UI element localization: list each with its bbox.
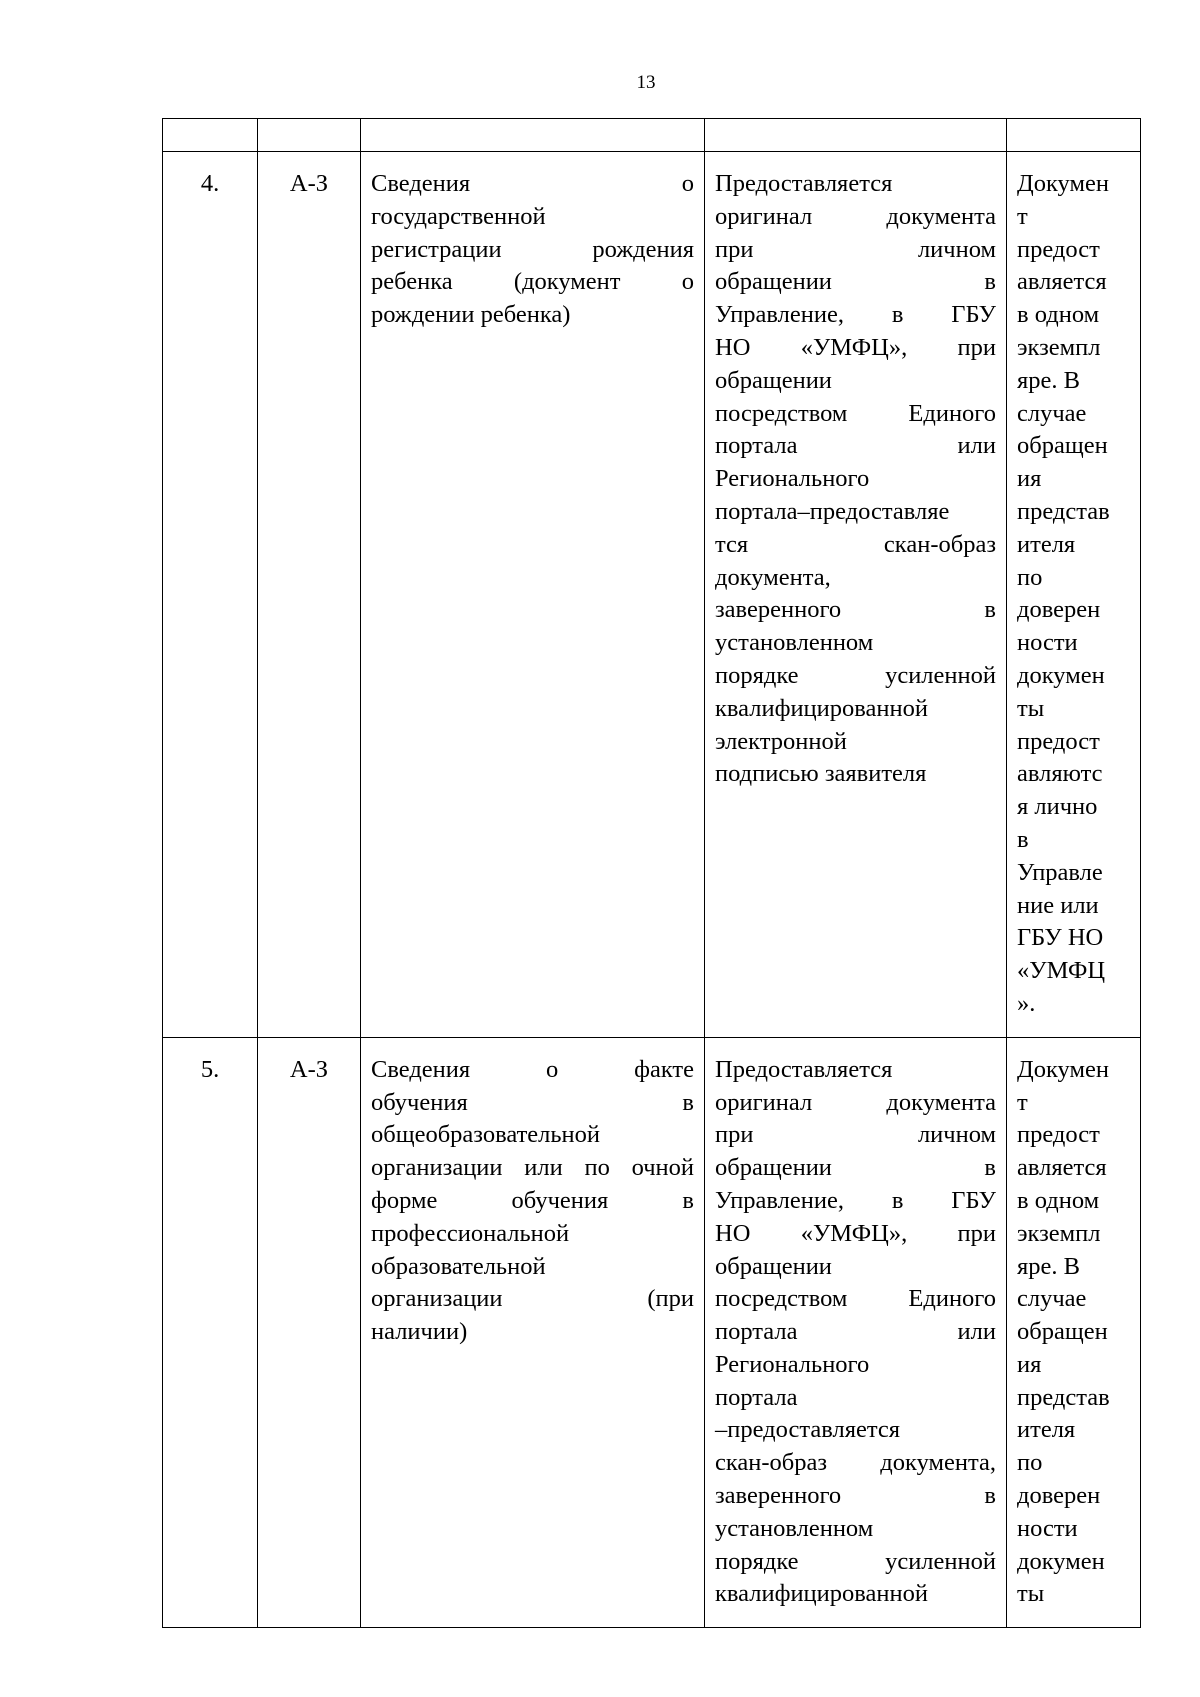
text-line: подписью заявителя <box>715 760 927 788</box>
text-line: докумен <box>1017 1547 1105 1575</box>
text-line: оригинал документа <box>715 202 996 230</box>
text-line: ты <box>1017 694 1045 722</box>
text-line: случае <box>1017 399 1087 427</box>
text-line: заверенного в <box>715 1482 996 1510</box>
text-line: т <box>1017 1088 1028 1116</box>
text-line: «УМФЦ <box>1017 957 1106 985</box>
text-line: Сведения о факте <box>371 1055 694 1083</box>
text-line: ия <box>1017 1350 1042 1378</box>
table-header-row <box>163 119 1141 152</box>
text-line: ние или <box>1017 891 1099 919</box>
text-line: портала или <box>715 1318 996 1346</box>
text-line: Регионального <box>715 465 870 493</box>
text-line: при личном <box>715 1121 996 1149</box>
row-number: 5. <box>163 1037 258 1628</box>
text-line: НО «УМФЦ», при <box>715 1219 996 1247</box>
submission-method <box>705 1037 1007 1628</box>
row-number: 4. <box>163 152 258 1038</box>
text-line: портала <box>715 1383 798 1411</box>
text-line: ителя <box>1017 530 1076 558</box>
header-cell <box>258 119 361 152</box>
text-line: профессиональной <box>371 1219 570 1247</box>
text-line: ты <box>1017 1580 1045 1608</box>
text-line: по <box>1017 563 1043 591</box>
header-cell <box>361 119 705 152</box>
text-line: ителя <box>1017 1416 1076 1444</box>
text-line: посредством Единого <box>715 399 996 427</box>
text-line: обращен <box>1017 432 1108 460</box>
text-line: обращении в <box>715 1154 996 1182</box>
text-line: квалифицированной <box>715 1580 928 1608</box>
text-line: ности <box>1017 1514 1078 1542</box>
text-line: Предоставляется <box>715 170 893 197</box>
text-line: квалифицированной <box>715 694 928 722</box>
text-line: Управление, в ГБУ <box>715 301 996 329</box>
text-line: посредством Единого <box>715 1285 996 1313</box>
text-line: Докумен <box>1017 170 1109 197</box>
text-line: порядке усиленной <box>715 661 996 689</box>
text-line: ». <box>1017 989 1036 1017</box>
text-line: портала или <box>715 432 996 460</box>
text-line: порядке усиленной <box>715 1547 996 1575</box>
text-line: наличии) <box>371 1318 468 1346</box>
text-line: государственной <box>371 202 546 230</box>
text-line: обращен <box>1017 1318 1108 1346</box>
text-line: я лично <box>1017 793 1098 821</box>
text-line: предост <box>1017 727 1100 755</box>
submission-note <box>1007 1037 1141 1628</box>
text-line: рождении ребенка) <box>371 301 571 329</box>
table-row <box>163 1037 1141 1628</box>
header-cell <box>705 119 1007 152</box>
text-line: предост <box>1017 235 1100 263</box>
text-line: –предоставляется <box>715 1416 901 1444</box>
text-line: документа, <box>715 563 831 591</box>
text-line: установленном <box>715 1514 874 1542</box>
text-line: яре. В <box>1017 1252 1080 1280</box>
text-line: тся скан-образ <box>715 530 996 558</box>
text-line: в одном <box>1017 301 1100 329</box>
text-line: оригинал документа <box>715 1088 996 1116</box>
text-line: Сведения о <box>371 170 694 197</box>
text-line: ности <box>1017 629 1078 657</box>
text-line: предост <box>1017 1121 1100 1149</box>
text-line: обращении <box>715 366 832 394</box>
text-line: по <box>1017 1449 1043 1477</box>
text-line: экземпл <box>1017 1219 1101 1247</box>
text-line: Предоставляется <box>715 1055 893 1083</box>
text-line: Докумен <box>1017 1055 1109 1083</box>
text-line: обучения в <box>371 1088 694 1116</box>
text-line: образовательной <box>371 1252 546 1280</box>
text-line: доверен <box>1017 596 1101 624</box>
text-line: обращении в <box>715 268 996 296</box>
text-line: НО «УМФЦ», при <box>715 333 996 361</box>
text-line: ия <box>1017 465 1042 493</box>
page-number: 13 <box>636 72 656 93</box>
text-line: форме обучения в <box>371 1186 694 1214</box>
header-cell <box>163 119 258 152</box>
text-line: установленном <box>715 629 874 657</box>
text-line: представ <box>1017 497 1110 525</box>
text-line: при личном <box>715 235 996 263</box>
text-line: ГБУ НО <box>1017 924 1104 952</box>
text-line: Регионального <box>715 1350 870 1378</box>
row-code: А-З <box>258 1037 361 1628</box>
text-line: портала–предоставляе <box>715 497 950 525</box>
text-line: общеобразовательной <box>371 1121 601 1149</box>
row-code: А-З <box>258 152 361 1038</box>
text-line: представ <box>1017 1383 1110 1411</box>
submission-method <box>705 152 1007 1038</box>
documents-table <box>162 118 1141 1628</box>
text-line: экземпл <box>1017 333 1101 361</box>
text-line: заверенного в <box>715 596 996 624</box>
text-line: авляется <box>1017 1154 1107 1182</box>
text-line: в <box>1017 825 1029 853</box>
text-line: регистрации рождения <box>371 235 694 263</box>
text-line: организации или по очной <box>371 1154 694 1182</box>
document-description <box>361 152 705 1038</box>
text-line: авляется <box>1017 268 1107 296</box>
text-line: случае <box>1017 1285 1087 1313</box>
text-line: т <box>1017 202 1028 230</box>
text-line: авляютс <box>1017 760 1103 788</box>
text-line: яре. В <box>1017 366 1080 394</box>
table-row <box>163 152 1141 1038</box>
text-line: Управле <box>1017 858 1103 886</box>
text-line: в одном <box>1017 1186 1100 1214</box>
text-line: обращении <box>715 1252 832 1280</box>
text-line: доверен <box>1017 1482 1101 1510</box>
text-line: скан-образ документа, <box>715 1449 996 1477</box>
text-line: электронной <box>715 727 847 755</box>
submission-note <box>1007 152 1141 1038</box>
document-description <box>361 1037 705 1628</box>
text-line: организации (при <box>371 1285 694 1313</box>
text-line: Управление, в ГБУ <box>715 1186 996 1214</box>
text-line: ребенка (документ о <box>371 268 694 296</box>
header-cell <box>1007 119 1141 152</box>
text-line: докумен <box>1017 661 1105 689</box>
